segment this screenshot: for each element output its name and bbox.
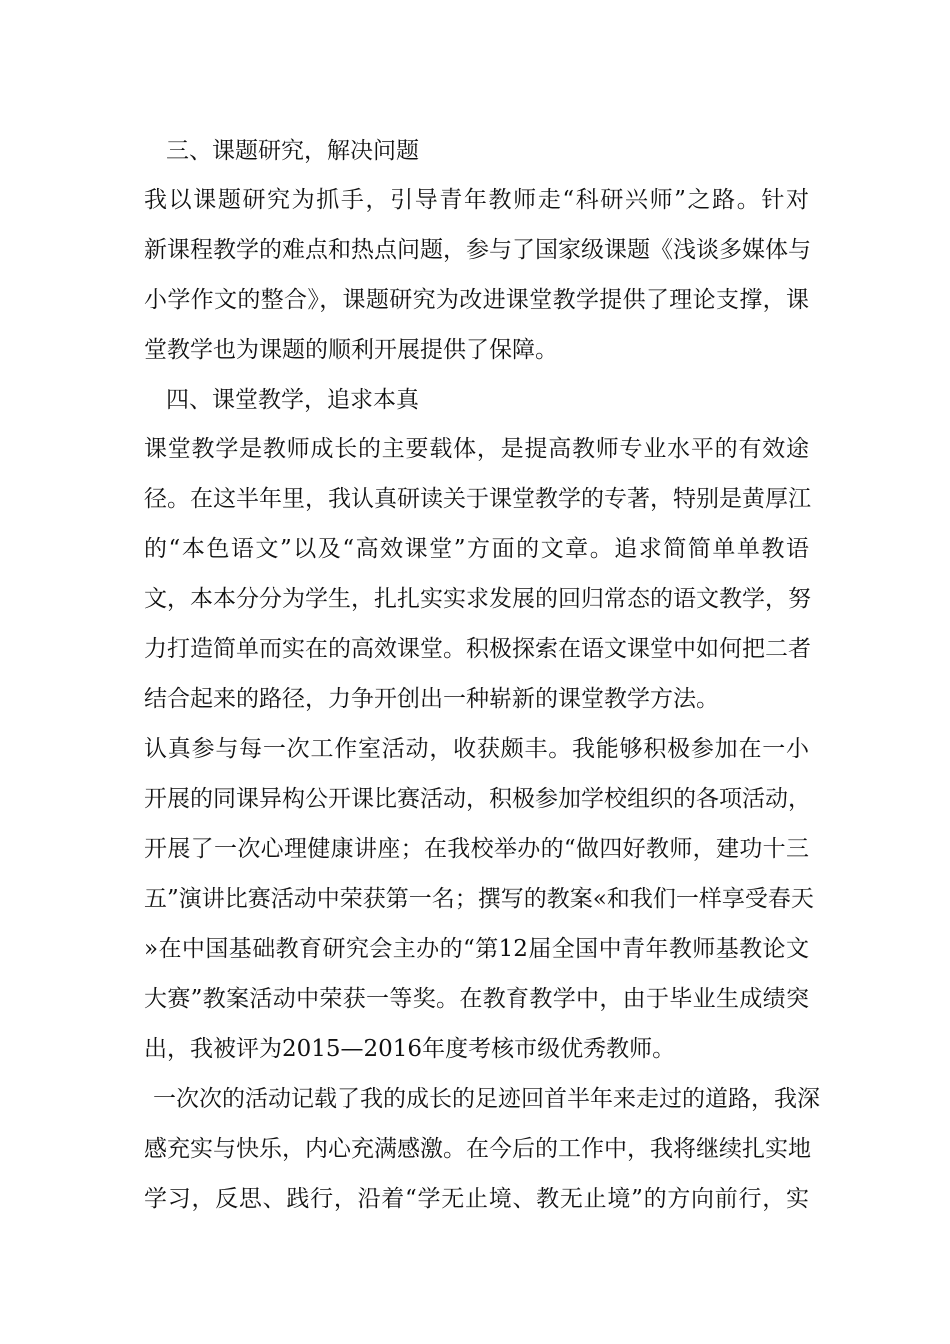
- paragraph-line: 结合起来的路径，力争开创出一种崭新的课堂教学方法。: [144, 686, 719, 712]
- paragraph-line: 我以课题研究为抓手，引导青年教师走“科研兴师”之路。针对: [144, 187, 809, 213]
- paragraph-line: 感充实与快乐，内心充满感激。在今后的工作中，我将继续扎实地: [144, 1136, 811, 1162]
- paragraph-line: 认真参与每一次工作室活动，收获颇丰。我能够积极参加在一小: [144, 736, 809, 762]
- paragraph-line: 五”演讲比赛活动中荣获第一名；撰写的教案«和我们一样享受春天: [144, 886, 814, 912]
- paragraph-line: 小学作文的整合》，课题研究为改进课堂教学提供了理论支撑，课: [144, 287, 809, 313]
- paragraph-line: 课堂教学是教师成长的主要载体，是提高教师专业水平的有效途: [144, 436, 809, 462]
- paragraph-line: 出，我被评为2015—2016年度考核市级优秀教师。: [144, 1036, 676, 1062]
- paragraph-line: 大赛”教案活动中荣获一等奖。在教育教学中，由于毕业生成绩突: [144, 986, 809, 1012]
- paragraph-line: 堂教学也为课题的顺利开展提供了保障。: [144, 337, 558, 363]
- paragraph-line: 径。在这半年里，我认真研读关于课堂教学的专著，特别是黄厚江: [144, 486, 811, 512]
- paragraph-line: 学习，反思、践行，沿着“学无止境、教无止境”的方向前行，实: [144, 1186, 809, 1212]
- paragraph-line: 开展的同课异构公开课比赛活动，积极参加学校组织的各项活动，: [144, 786, 811, 812]
- paragraph-line: 新课程教学的难点和热点问题，参与了国家级课题《浅谈多媒体与: [144, 237, 811, 263]
- paragraph-line: 文，本本分分为学生，扎扎实实求发展的回归常态的语文教学，努: [144, 586, 811, 612]
- paragraph-line: 开展了一次心理健康讲座；在我校举办的“做四好教师，建功十三: [144, 836, 809, 862]
- paragraph-line: 的“本色语文”以及“高效课堂”方面的文章。追求简简单单教语: [144, 536, 809, 562]
- section-heading-three: 三、课题研究，解决问题: [166, 138, 419, 164]
- paragraph-line: »在中国基础教育研究会主办的“第12届全国中青年教师基教论文: [144, 936, 809, 962]
- section-heading-four: 四、课堂教学，追求本真: [166, 387, 419, 413]
- paragraph-line: 力打造简单而实在的高效课堂。积极探索在语文课堂中如何把二者: [144, 636, 811, 662]
- paragraph-line: 一次次的活动记载了我的成长的足迹回首半年来走过的道路，我深: [153, 1086, 820, 1112]
